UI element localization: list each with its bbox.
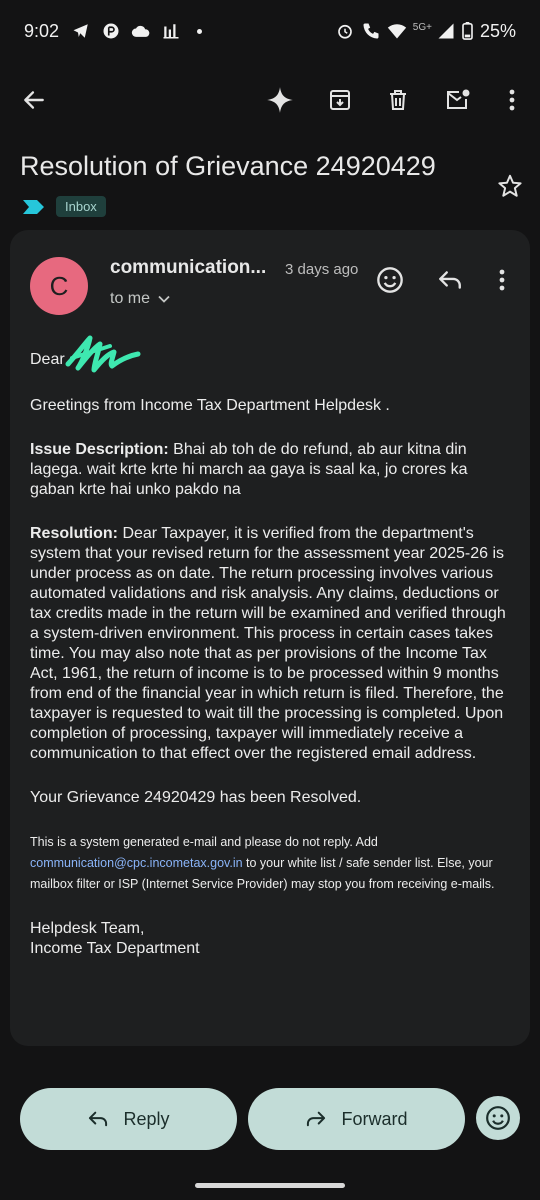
alarm-icon <box>335 21 355 41</box>
notification-dot-icon <box>197 29 202 34</box>
archive-icon <box>328 88 352 112</box>
battery-level: 25% <box>479 20 516 41</box>
status-left <box>24 21 202 42</box>
back-button[interactable] <box>14 80 54 120</box>
forward-button[interactable] <box>248 1088 465 1150</box>
home-indicator[interactable] <box>195 1183 345 1188</box>
network-type: 5G+ <box>412 21 432 33</box>
reply-icon-button[interactable] <box>432 262 468 298</box>
emoji-icon <box>485 1105 511 1131</box>
delete-button[interactable] <box>378 80 418 120</box>
salutation-line <box>30 348 514 372</box>
status-right <box>335 21 516 42</box>
greeting-line: Greetings from Income Tax Department Helpdesk . <box>30 397 390 414</box>
message-more-button[interactable] <box>484 262 520 298</box>
trash-icon <box>386 88 410 112</box>
email-date: 3 days ago <box>285 261 359 278</box>
reply-icon <box>437 269 463 291</box>
inbox-label[interactable]: Inbox <box>56 196 106 217</box>
status-bar <box>0 0 540 62</box>
issue-paragraph <box>30 440 514 500</box>
mark-unread-button[interactable] <box>438 80 478 120</box>
email-body <box>30 348 514 959</box>
label-row <box>22 196 106 217</box>
redaction-scribble-icon <box>64 334 144 374</box>
system-note <box>30 832 514 895</box>
emoji-reaction-button[interactable] <box>476 1096 520 1140</box>
resolved-line: Your Grievance 24920429 has been Resolved. <box>30 789 362 806</box>
gemini-button[interactable] <box>260 80 300 120</box>
battery-icon <box>462 21 474 41</box>
note-prefix: This is a system generated e-mail and please do not reply. Add <box>30 835 378 849</box>
email-toolbar <box>0 72 540 128</box>
mail-unread-icon <box>445 88 471 112</box>
wifi-calling-icon <box>361 21 381 41</box>
star-outline-icon <box>497 173 523 199</box>
phonepe-icon <box>101 21 121 41</box>
sparkle-icon <box>266 86 294 114</box>
important-marker-icon <box>22 198 46 216</box>
arrow-back-icon <box>21 87 47 113</box>
message-card <box>10 230 530 1046</box>
emoji-icon <box>376 266 404 294</box>
email-subject: Resolution of Grievance 24920429 <box>20 151 436 181</box>
issue-text: Bhai ab toh de do refund, ab aur kitna din lagega. wait krte krte hi march aa gaya is saal ka, jo crores ka gaban krte hai unko pakdo na <box>30 441 468 498</box>
sender-name[interactable]: communication... <box>110 257 267 278</box>
recipient-details[interactable] <box>110 290 170 308</box>
more-vert-icon <box>498 268 506 292</box>
react-emoji-button[interactable] <box>372 262 408 298</box>
signoff-line-2: Income Tax Department <box>30 940 200 957</box>
resolution-paragraph <box>30 524 514 764</box>
more-vert-icon <box>508 88 516 112</box>
chevron-down-icon <box>158 295 170 303</box>
signal-icon <box>436 21 456 41</box>
reply-icon <box>87 1110 109 1128</box>
sender-avatar[interactable]: C <box>30 257 88 315</box>
note-suffix: to your white list / safe sender list. Else, your mailbox filter or ISP (Internet Service Provider) may stop you from receiving e-mails. <box>30 856 495 891</box>
star-button[interactable] <box>494 170 526 202</box>
wifi-icon <box>387 21 407 41</box>
resolution-heading: Resolution: <box>30 525 118 542</box>
more-options-button[interactable] <box>492 80 532 120</box>
forward-icon <box>305 1110 327 1128</box>
cloud-icon <box>131 21 151 41</box>
whitelist-email-link[interactable]: communication@cpc.incometax.gov.in <box>30 856 243 870</box>
archive-button[interactable] <box>320 80 360 120</box>
recipient-label: to me <box>110 290 151 307</box>
bar-chart-icon <box>161 21 181 41</box>
signoff-line-1: Helpdesk Team, <box>30 920 145 937</box>
forward-label: Forward <box>341 1108 408 1129</box>
salutation: Dear <box>30 351 65 368</box>
status-time: 9:02 <box>24 20 60 41</box>
issue-heading: Issue Description: <box>30 441 169 458</box>
reply-button[interactable] <box>20 1088 237 1150</box>
resolution-text: Dear Taxpayer, it is verified from the department's system that your revised return for the assessment year 2025-26 is under process as on date. The return processing involves various automated validations and risk analysis. Any claims, deductions or tax credits made in the return will be examined and verified through a system-driven environment. This process in certain cases takes time. You may also note that as per provisions of the Income Tax Act, 1961, the return of income is to be processed within 9 months from end of the financial year in which return is filed. Therefore, the taxpayer is requested to wait till the processing is completed. Upon completion of processing, taxpayer will immediately receive a communication to that effect over the registered email address. <box>30 525 506 762</box>
reply-label: Reply <box>123 1108 170 1129</box>
telegram-icon <box>71 21 91 41</box>
